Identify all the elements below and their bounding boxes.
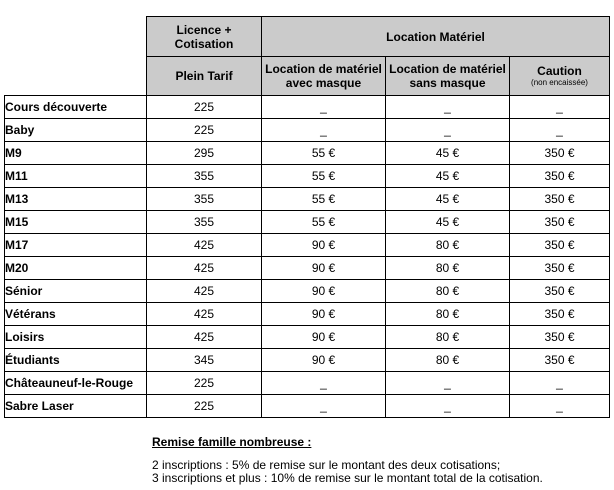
row-category: Châteauneuf-le-Rouge [5, 372, 147, 395]
table-row [5, 96, 610, 119]
row-location-sans-masque: 80 € [386, 326, 510, 349]
row-location-avec-masque: 90 € [262, 349, 386, 372]
header-row-groups [5, 17, 610, 57]
row-caution: _ [510, 96, 610, 119]
row-category: M20 [5, 257, 147, 280]
table-row [5, 211, 610, 234]
table-row [5, 303, 610, 326]
row-caution: 350 € [510, 326, 610, 349]
row-category: M17 [5, 234, 147, 257]
row-category: Cours découverte [5, 96, 147, 119]
row-category: Sabre Laser [5, 395, 147, 418]
row-location-avec-masque: _ [262, 96, 386, 119]
header-location-materiel: Location Matériel [262, 17, 610, 57]
row-location-avec-masque: _ [262, 119, 386, 142]
row-plein-tarif: 225 [147, 372, 262, 395]
row-plein-tarif: 355 [147, 165, 262, 188]
row-location-sans-masque: _ [386, 372, 510, 395]
table-row [5, 395, 610, 418]
row-caution: _ [510, 372, 610, 395]
row-location-avec-masque: _ [262, 372, 386, 395]
header-plein-tarif: Plein Tarif [147, 57, 262, 96]
row-category: M15 [5, 211, 147, 234]
row-location-avec-masque: _ [262, 395, 386, 418]
header-avec-line2: avec masque [285, 76, 362, 90]
row-plein-tarif: 425 [147, 280, 262, 303]
row-location-sans-masque: 45 € [386, 165, 510, 188]
row-caution: 350 € [510, 188, 610, 211]
row-location-sans-masque: 45 € [386, 211, 510, 234]
row-caution: 350 € [510, 349, 610, 372]
row-plein-tarif: 225 [147, 96, 262, 119]
table-row [5, 372, 610, 395]
row-location-avec-masque: 55 € [262, 165, 386, 188]
header-corner [5, 17, 147, 96]
table-row [5, 280, 610, 303]
row-plein-tarif: 295 [147, 142, 262, 165]
row-location-sans-masque: 45 € [386, 188, 510, 211]
row-caution: _ [510, 119, 610, 142]
pricing-table-body [5, 96, 610, 418]
header-sans-line1: Location de matériel [389, 62, 506, 76]
row-plein-tarif: 425 [147, 326, 262, 349]
header-avec-line1: Location de matériel [265, 62, 382, 76]
row-plein-tarif: 345 [147, 349, 262, 372]
row-caution: _ [510, 395, 610, 418]
header-caution-label: Caution [537, 64, 582, 78]
row-location-avec-masque: 55 € [262, 142, 386, 165]
row-location-sans-masque: 80 € [386, 349, 510, 372]
header-caution [510, 57, 610, 96]
row-caution: 350 € [510, 142, 610, 165]
row-location-sans-masque: _ [386, 395, 510, 418]
row-caution: 350 € [510, 280, 610, 303]
row-category: Vétérans [5, 303, 147, 326]
row-location-avec-masque: 55 € [262, 188, 386, 211]
table-row [5, 326, 610, 349]
row-caution: 350 € [510, 211, 610, 234]
row-location-sans-masque: 45 € [386, 142, 510, 165]
row-caution: 350 € [510, 257, 610, 280]
row-plein-tarif: 425 [147, 234, 262, 257]
discount-title: Remise famille nombreuse : [152, 435, 312, 449]
row-plein-tarif: 425 [147, 303, 262, 326]
discount-notes [152, 436, 543, 485]
header-licence-line1: Licence + [176, 22, 232, 37]
row-location-sans-masque: 80 € [386, 303, 510, 326]
row-category: M13 [5, 188, 147, 211]
row-location-avec-masque: 90 € [262, 303, 386, 326]
table-row [5, 188, 610, 211]
table-row [5, 234, 610, 257]
header-avec-masque [262, 57, 386, 96]
row-category: M9 [5, 142, 147, 165]
row-location-sans-masque: _ [386, 119, 510, 142]
pricing-table [4, 16, 610, 418]
table-row [5, 142, 610, 165]
header-caution-note: (non encaissée) [531, 78, 588, 87]
header-licence-line2: Cotisation [174, 36, 234, 51]
row-category: M11 [5, 165, 147, 188]
row-plein-tarif: 355 [147, 188, 262, 211]
table-row [5, 119, 610, 142]
row-location-avec-masque: 90 € [262, 326, 386, 349]
row-plein-tarif: 225 [147, 395, 262, 418]
discount-line-1: 2 inscriptions : 5% de remise sur le montant des deux cotisations; [152, 458, 501, 472]
row-location-avec-masque: 90 € [262, 257, 386, 280]
header-licence-cotisation [147, 17, 262, 57]
table-row [5, 257, 610, 280]
row-caution: 350 € [510, 165, 610, 188]
discount-line-2: 3 inscriptions et plus : 10% de remise sur le montant total de la cotisation. [152, 471, 543, 485]
row-location-avec-masque: 90 € [262, 280, 386, 303]
row-location-sans-masque: 80 € [386, 280, 510, 303]
row-plein-tarif: 425 [147, 257, 262, 280]
row-plein-tarif: 355 [147, 211, 262, 234]
table-row [5, 165, 610, 188]
header-sans-line2: sans masque [409, 76, 486, 90]
row-category: Loisirs [5, 326, 147, 349]
row-caution: 350 € [510, 234, 610, 257]
row-location-sans-masque: 80 € [386, 257, 510, 280]
row-plein-tarif: 225 [147, 119, 262, 142]
header-sans-masque [386, 57, 510, 96]
table-row [5, 349, 610, 372]
row-category: Sénior [5, 280, 147, 303]
row-location-avec-masque: 90 € [262, 234, 386, 257]
row-category: Étudiants [5, 349, 147, 372]
row-location-sans-masque: _ [386, 96, 510, 119]
row-location-avec-masque: 55 € [262, 211, 386, 234]
row-category: Baby [5, 119, 147, 142]
row-location-sans-masque: 80 € [386, 234, 510, 257]
row-caution: 350 € [510, 303, 610, 326]
